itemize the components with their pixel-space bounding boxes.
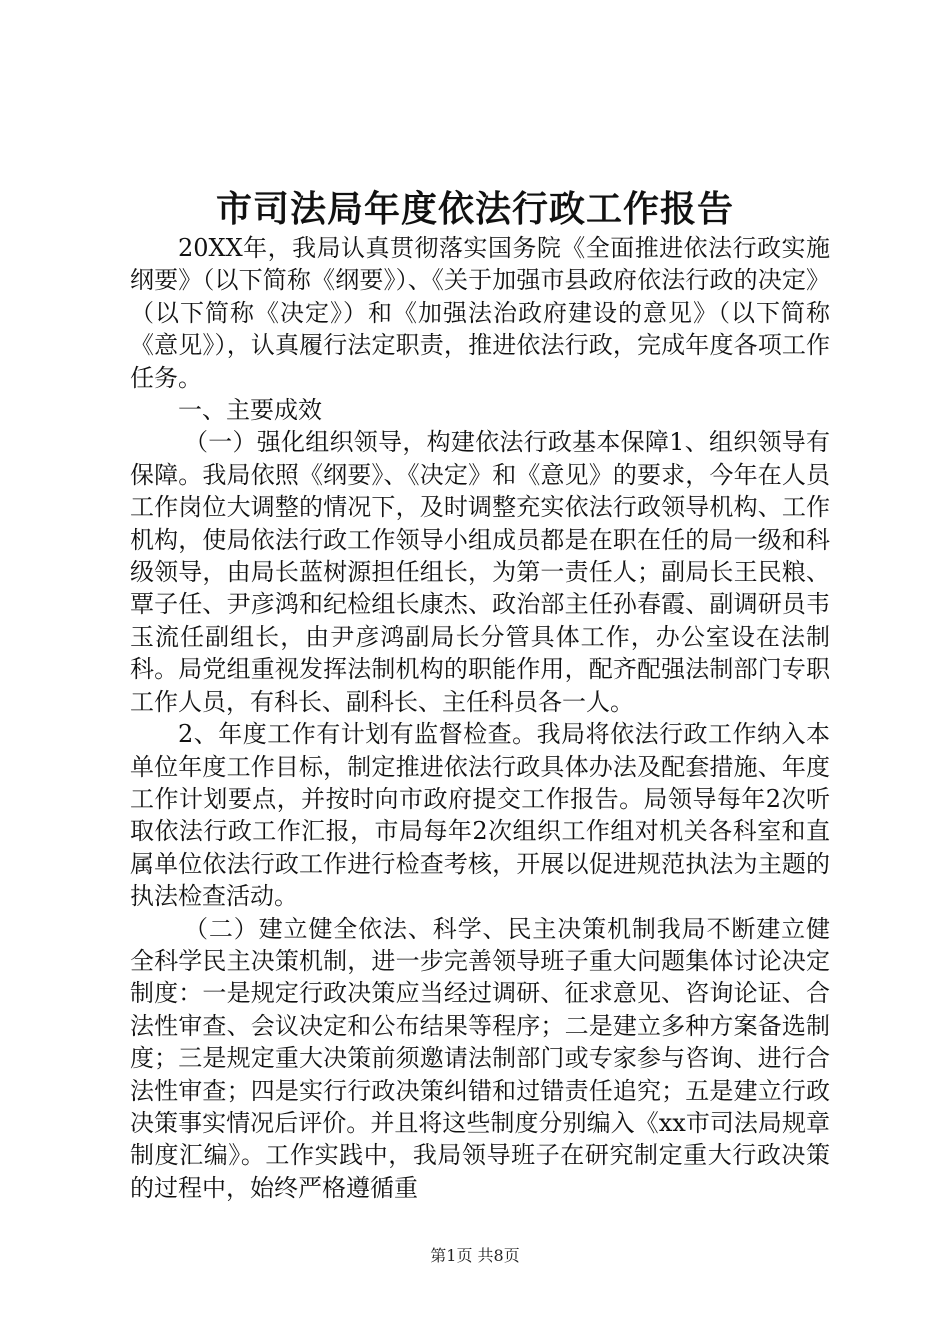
paragraph-organization-leadership: （一）强化组织领导，构建依法行政基本保障1、组织领导有保障。我局依照《纲要》、《决定》和《意见》的要求，今年在人员工作岗位大调整的情况下，及时调整充实依法行政领导机构、工作机构，使局依法行政工作领导小组成员都是在职在任的局一级和科级领导，由局长蓝树源担任组长，为第一责任人；副局长王民粮、覃子任、尹彦鸿和纪检组长康杰、政治部主任孙春霞、副调研员韦玉流任副组长，由尹彦鸿副局长分管具体工作，办公室设在法制科。局党组重视发挥法制机构的职能作用，配齐配强法制部门专职工作人员，有科长、副科长、主任科员各一人。 xyxy=(130,428,830,716)
paragraph-intro: 20XX年，我局认真贯彻落实国务院《全面推进依法行政实施纲要》（以下简称《纲要》）、《关于加强市县政府依法行政的决定》（以下简称《决定》）和《加强法治政府建设的意见》（以下简称《意见》），认真履行法定职责，推进依法行政，完成年度各项工作任务。 xyxy=(130,234,830,392)
page-footer: 第1页 共8页 xyxy=(430,1246,520,1265)
paragraph-annual-plan: 2、年度工作有计划有监督检查。我局将依法行政工作纳入本单位年度工作目标，制定推进依法行政具体办法及配套措施、年度工作计划要点，并按时向市政府提交工作报告。局领导每年2次听取依法行政工作汇报，市局每年2次组织工作组对机关各科室和直属单位依法行政工作进行检查考核，开展以促进规范执法为主题的执法检查活动。 xyxy=(130,720,830,911)
document-title: 市司法局年度依法行政工作报告 xyxy=(215,188,734,230)
section-heading-main-results: 一、主要成效 xyxy=(178,396,322,425)
paragraph-decision-mechanism: （二）建立健全依法、科学、民主决策机制我局不断建立健全科学民主决策机制，进一步完善领导班子重大问题集体讨论决定制度：一是规定行政决策应当经过调研、征求意见、咨询论证、合法性审查、会议决定和公布结果等程序；二是建立多种方案备选制度；三是规定重大决策前须邀请法制部门或专家参与咨询、进行合法性审查；四是实行行政决策纠错和过错责任追究；五是建立行政决策事实情况后评价。并且将这些制度分别编入《xx市司法局规章制度汇编》。工作实践中，我局领导班子在研究制定重大行政决策的过程中，始终严格遵循重 xyxy=(130,914,830,1202)
document-body xyxy=(130,232,830,1204)
